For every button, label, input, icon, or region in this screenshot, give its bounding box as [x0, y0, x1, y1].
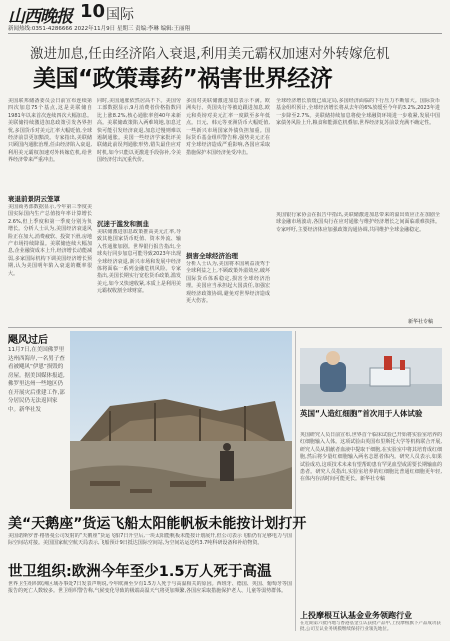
story2-headline: 美“天鹅座”货运飞船太阳能帆板未能按计划打开	[8, 516, 307, 532]
fund-notice-text: 在近期第六批内地与香港基金互认获批产品中,上投摩根旗下产品成功获批,公司互认业务规模继续保持行业领先地位。	[300, 621, 441, 633]
lead-column-3: 多国对美联储激进加息表示不满。欧洲央行、英国央行等被迫跟进加息,欧元和英镑对美元汇率一度跌至多年低点。日元、韩元等亚洲货币大幅贬值,一些新兴市场国家外债负担加重。国际货币基金组织警告称,强势美元正在对全球经济造成严重影响,各国应采取措施保护本国经济免受冲击。	[186, 98, 270, 156]
lead-column-4: 全球经济增长放缓已成定局,多国经济面临的下行压力不断加大。国际货币基金组织预计,全球经济增长将从去年的6%放缓至今年的3.2%,2023年进一步降至2.7%。美联储持续加息将使全球融资环境进一步收紧,发展中国家债务风险上升,粮食和能源危机叠加,世界经济复苏前景充满不确定性。	[276, 98, 440, 127]
lead-column-1b: 美国商务部数据显示,今年第三季度美国实际国内生产总值按年率计算增长2.6%,但上季度和第一季度分别为负增长。分析人士认为,美国经济衰退风险正在加大,消费疲软、投资下滑,房地产市场持续降温。美联储连续大幅加息,企业融资成本上升,经济增长动能减弱,多家国际机构下调美国经济增长预期,认为美国明年陷入衰退的概率很大。	[8, 204, 92, 277]
story2-text: 美国诺斯罗普·格鲁曼公司发射的“天鹅座”货运飞船7日升空后,一块太阳能帆板未能按计划展开,但公司表示飞船仍有足够电力与国际空间站对接。美国国家航空航天局表示,飞船预计9日抵达国际空间站,为空间站运送约3.7吨科研设备和补给物资。	[8, 533, 292, 547]
section-divider	[8, 327, 442, 328]
lab-image	[300, 348, 442, 406]
lead-byline: 新华社专稿	[408, 319, 434, 325]
column-divider	[295, 331, 296, 631]
photo-story-text: 英国研究人员日前宣布,世界首个临床试验已开始将实验室培养的红细胞输入人体。这项试验由英国布里斯托大学等机构联合开展,研究人员从捐献者血液中提取干细胞,在实验室中将其培育成红细胞,然后将少量红细胞输入两名志愿者体内。研究人员表示,如果试验成功,这项技术未来有望帮助患有罕见血型或需要长期输血的患者。研究人员指出,实验室培养的红细胞比普通红细胞更年轻,在体内存活时间可能更长。新华社专稿	[300, 432, 442, 483]
photo-story-heading: 英国“人造红细胞”首次用于人体试验	[300, 409, 423, 418]
lead-column-3b: 分析人士认为,美国将本国利益凌驾于全球利益之上,不顾政策外溢效应,破坏国际货币体系稳定,损害全球经济治理。美国应当承担起大国责任,加强宏观经济政策协调,避免对世界经济造成更大伤害。	[186, 261, 270, 305]
story3-text: 世界卫生组织欧洲区域办事处7日发表声明说,今年欧洲至少有1.5万人死于与高温相关的原因。西班牙、德国、英国、葡萄牙等国报告的死亡人数较多。世卫组织警告称,气候变化导致的极端高温天气将更加频繁,各国应采取措施保护老人、儿童等弱势群体。	[8, 581, 292, 595]
page-number: 10	[80, 1, 106, 22]
section-title: 国际	[106, 7, 134, 23]
lead-column-2: 同时,美国通胀依然居高不下。美国劳工部数据显示,9月消费者价格指数同比上涨8.2%,核心通胀率创40年来新高。美联储政策陷入两难境地,加息过快可能引发经济衰退,加息过慢则难以遏制通胀。美国一些经济学家批评美联储此前误判通胀形势,错失最佳应对时机,如今只能以更激进手段弥补,令美国经济付出沉重代价。	[97, 98, 181, 164]
sidebar-text: 11月7日,在美国佛罗里达州西海岸,一名男子查看被飓风“伊恩”损毁的房屋。据美国媒体报道,佛罗里达州一些地区仍在开展灾后重建工作,部分居民仍无法返回家中。新华社发	[8, 347, 65, 413]
fund-notice	[300, 610, 442, 641]
masthead	[8, 2, 442, 36]
lead-column-4b: 英国银行家协会在报告中指出,美联储激进加息带来的溢出效应正在加剧全球金融市场波动,各国央行在应对通胀与维护经济增长之间面临艰难抉择。专家呼吁,主要经济体应加强政策沟通协调,共同维护全球金融稳定。	[276, 212, 440, 233]
hurricane-photo	[70, 331, 292, 509]
masthead-rule	[8, 33, 442, 34]
newspaper-logo: 山西晚报	[8, 7, 72, 27]
lead-headline: 美国“政策毒药”祸害世界经济	[33, 66, 333, 92]
lead-column-1: 美国联邦储备委员会日前宣布连续第四次加息75个基点,这是美联储自1981年以来首次连续四次大幅加息。美联储持续激进加息政策引发各界担忧,多国货币对美元汇率大幅贬值,全球经济前景更加黯淡。专家指出,美联储只顾国内通胀治理,任由经济陷入衰退,利用美元霸权加速对外转嫁危机,给世界经济带来严重冲击。	[8, 98, 92, 164]
sidebar-heading: 飓风过后	[8, 335, 48, 346]
story3-headline: 世卫组织:欧洲今年至少1.5万人死于高温	[8, 564, 272, 580]
lead-column-2b: 美联储激进加息政策推高美元汇率,导致其他国家货币贬值、资本外流、输入性通胀加剧。世界银行报告指出,全球央行同步加息可能导致2023年出现全球经济衰退,新兴市场和发展中经济体将面临一系列金融危机风险。专家指出,美国长期实行宽松货币政策,滥发美元,如今又快速收紧,本质上是利用美元霸权收割全球财富。	[97, 229, 181, 295]
lead-kicker: 激进加息,任由经济陷入衰退,利用美元霸权加速对外转嫁危机	[30, 46, 390, 62]
lead-subheading-3: 损害全球经济治理	[186, 252, 238, 260]
lead-subheading-2: 沉迷于滥发和割韭	[97, 220, 149, 228]
fund-notice-heading: 上投摩根互认基金业务领跑行业	[300, 611, 412, 620]
lead-subheading-1: 衰退前景阴云笼罩	[8, 195, 60, 203]
masthead-info: 新闻热线:0351-4286666 2022年11月9日 星期三 责编:李琳 编辑:王丽翔	[8, 26, 191, 32]
